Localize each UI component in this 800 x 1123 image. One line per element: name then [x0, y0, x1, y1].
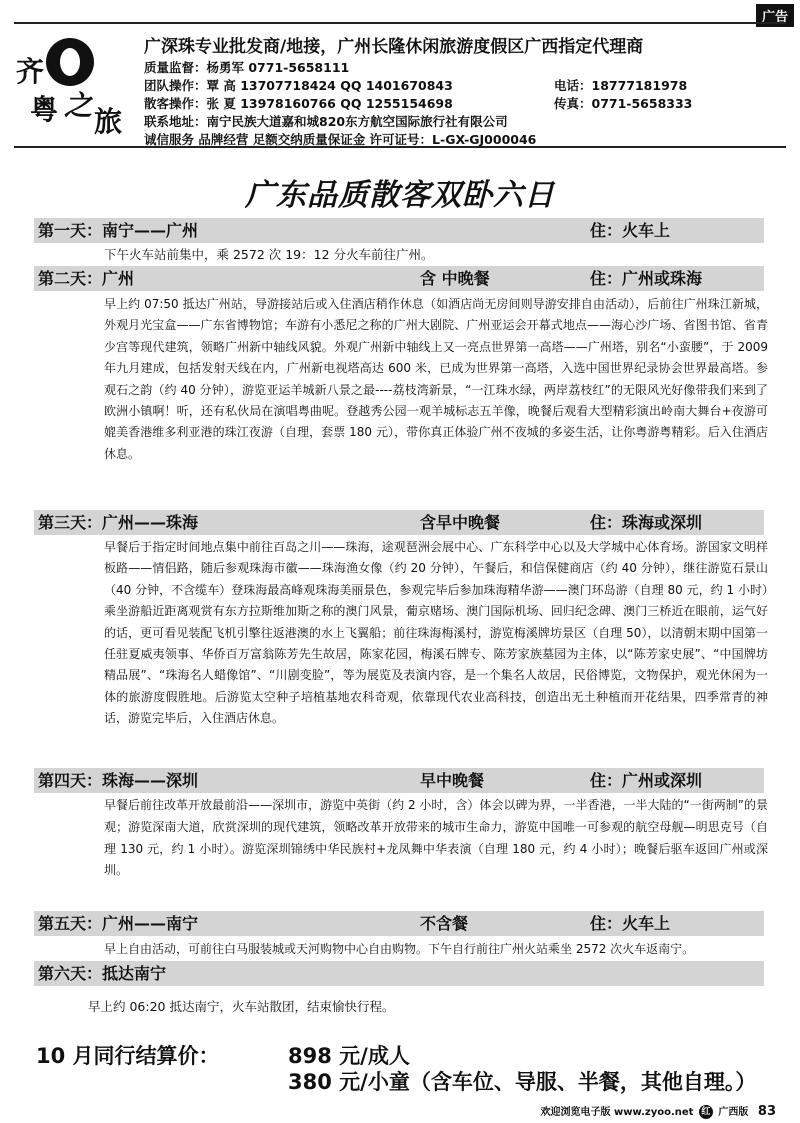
day-stay: 住：广州或深圳 [590, 771, 703, 790]
address-line: 联系地址：南宁民族大道嘉和城820东方航空国际旅行社有限公司 [144, 114, 508, 129]
logo-char-2: 粤 [30, 93, 59, 126]
agency-logo [16, 34, 126, 136]
day-4-text: 早餐后前往改革开放最前沿——深圳市，游览中英街（约 2 小时，含）体会以碑为界，一半香港，一半大陆的“一街两制”的景观；游览深南大道，欣赏深圳的现代建筑，领略改革开放带来的城市生命力，游览中国唯一可参观的航空母舰—明思克号（自理 130 元，约 1 小时）。游览深圳锦绣中华民族村+龙凤舞中华表演（自理 180 元，约 4 小时）；晚餐后驱车返回广州或深圳。 [104, 798, 768, 878]
footer-url[interactable]: 欢迎浏览电子版 www.zyoo.net [540, 1107, 694, 1118]
day-3-bar [34, 510, 764, 535]
day-4-bar [34, 768, 764, 793]
day-meal: 含早中晚餐 [420, 513, 501, 532]
day-meal: 不含餐 [420, 914, 469, 933]
price-label: 10 月同行结算价： [36, 1044, 220, 1068]
price-adult: 898 元/成人 [288, 1044, 410, 1068]
day-meal: 含 中晚餐 [420, 269, 490, 288]
contact-line: 质量监督：杨勇军 0771-5658111 [144, 60, 350, 75]
license-line: 诚信服务 品牌经营 足额交纳质量保证金 许可证号：L-GX-GJ000046 [144, 132, 537, 147]
day-6-bar [34, 961, 764, 986]
agency-slogan: 广深珠专业批发商/地接，广州长隆休闲旅游度假区广西指定代理商 [144, 37, 644, 57]
day-label: 第五天：广州——南宁 [38, 914, 199, 933]
day-meal: 早中晚餐 [420, 771, 485, 790]
page-number: 83 [757, 1104, 776, 1119]
day-3-text: 早餐后于指定时间地点集中前往百岛之川——珠海，途观琶洲会展中心、广东科学中心以及大学城中心体育场。游国家文明样板路——情侣路，随后参观珠海市徽——珠海渔女像（约 20 分钟），午餐后，和信保健商店（约 40 分钟），继往游览石景山（40 分钟，不含缆车）登珠海最高峰观珠海美丽景色，参观完毕后参加珠海精华游——澳门环岛游（自理 80 元，约 1 小时）乘坐游船近距离观赏有东方拉斯维加斯之称的澳门风景，葡京赌场、澳门国际机场、回归纪念碑、澳门三桥近在眼前，运气好的话，更可看见装配飞机引擎往返港澳的水上飞翼船；前往珠海梅溪村，游览梅溪牌坊景区（自理 50），以清朝末期中国第一任驻夏威夷领事、华侨百万富翁陈芳先生故居，陈家花园，梅溪石牌专、陈芳家族墓园为主体，以“陈芳家史展”、“中国牌坊精品展”、“珠海名人蜡像馆”、“川剧变脸”，等为展览及表演内容，是一个集名人故居，民俗博览，文物保护，观光休闲为一体的旅游度假胜地。后游览太空种子培植基地农科奇观，依靠现代农业高科技，创造出无土种植而开花结果，四季常青的神话，游览完毕后，入住酒店休息。 [104, 540, 768, 726]
day-label: 第二天：广州 [38, 269, 135, 288]
ad-tag: 广告 [756, 4, 794, 27]
price-child: 380 元/小童（含车位、导服、半餐，其他自理。） [288, 1070, 757, 1094]
contact-line: 团队操作：覃 高 13707718424 QQ 1401670843 电话：18777181978 [144, 78, 688, 93]
day-stay: 住：广州或珠海 [590, 269, 703, 288]
agency-header [14, 22, 786, 148]
day-stay: 住：火车上 [590, 221, 671, 240]
day-1-text: 下午火车站前集中，乘 2572 次 19：12 分火车前往广州。 [104, 247, 434, 262]
day-stay: 住：珠海或深圳 [590, 513, 703, 532]
logo-char-3: 之 [64, 89, 93, 122]
day-label: 第三天：广州——珠海 [38, 513, 199, 532]
contact-line: 散客操作：张 夏 13978160766 QQ 1255154698 传真：0771-5658333 [144, 96, 693, 111]
day-5-text: 早上自由活动，可前往白马服装城或天河购物中心自由购物。下午自行前往广州火站乘坐 2572 次火车返南宁。 [104, 942, 695, 956]
logo-char-1: 齐 [16, 55, 45, 88]
day-label: 第四天：珠海——深圳 [38, 771, 199, 790]
yin-yang-mark [46, 38, 94, 86]
price-line [36, 1040, 410, 1070]
tour-title: 广东品质散客双卧六日 [245, 178, 555, 213]
day-label: 第一天：南宁——广州 [38, 221, 199, 240]
day-1-bar [34, 218, 764, 243]
day-5-bar [34, 911, 764, 936]
day-6-text: 早上约 06:20 抵达南宁，火车站散团，结束愉快行程。 [88, 999, 395, 1014]
red-badge-icon: 红 [699, 1105, 713, 1119]
page-footer [541, 1103, 776, 1119]
day-2-text: 早上约 07:50 抵达广州站，导游接站后或入住酒店稍作休息（如酒店尚无房间则导游安排自由活动），后前往广州珠江新城，外观月光宝盒——广东省博物馆；车游有小悉尼之称的广州大剧院、广州亚运会开幕式地点——海心沙广场、省图书馆、省青少宫等现代建筑，领略广州新中轴线风貌。外观广州新中轴线上又一亮点世界第一高塔——广州塔，别名“小蛮腰”，于 2009 年九月建成，包括发射天线在内，广州新电视塔高达 600 米，已成为世界第一高塔，入选中国世界纪录协会世界最高塔。参观石之韵（约 40 分钟），游览亚运羊城新八景之最----荔枝湾新景，“一江珠水绿，两岸荔枝红”的无限风光好像带我们来到了欧洲小镇啊！听，还有私伙局在演唱粤曲呢。登越秀公园一观羊城标志五羊像，晚餐后观看大型精彩演出岭南大舞台+夜游可媲美香港维多利亚港的珠江夜游（自理，套票 180 元），带你真正体验广州不夜城的多姿生活，让你粤游粤精彩。后入住酒店休息。 [104, 297, 768, 461]
footer-edition: 广西版 [718, 1107, 749, 1118]
logo-char-4: 旅 [94, 105, 123, 138]
day-2-bar [34, 266, 764, 291]
day-label: 第六天：抵达南宁 [38, 964, 167, 983]
day-stay: 住：火车上 [590, 914, 671, 933]
